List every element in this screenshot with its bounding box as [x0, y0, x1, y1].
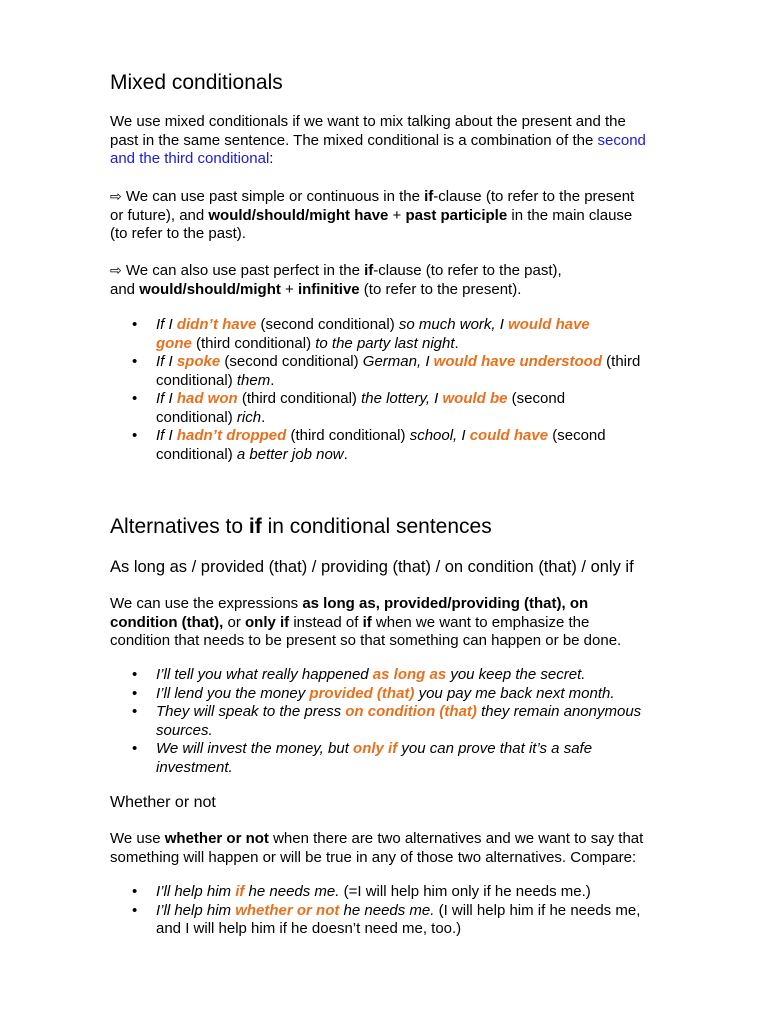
text: -clause (to refer to the past), [373, 262, 562, 279]
text-line [110, 113, 730, 132]
text: school, I [409, 427, 470, 444]
text: (I will help him if he needs me, [434, 901, 641, 919]
list-item [110, 353, 730, 390]
text-line [110, 614, 730, 633]
keyword: provided (that) [309, 684, 415, 702]
whether-intro-paragraph [110, 830, 730, 867]
keyword: would have [508, 316, 590, 333]
text-line [110, 849, 730, 868]
text-line [110, 261, 730, 281]
text: . [454, 334, 459, 352]
text: We use [110, 830, 165, 847]
text: so much work, I [398, 316, 509, 333]
list-item [110, 740, 730, 777]
text: sources. [156, 721, 213, 739]
keyword: gone [156, 334, 192, 352]
text: + [280, 280, 298, 298]
bold-text: as long as, provided/providing (that), on [302, 595, 589, 612]
text: condition that needs to be present so that something can happen or be done. [110, 632, 622, 649]
subheading-text: As long as / provided (that) / providing (that) / on condition (that) / only if [110, 558, 634, 576]
text: (third conditional) [286, 427, 410, 444]
text: conditional) [156, 371, 237, 389]
arrow-right-icon: ⇨ [110, 262, 122, 278]
text: We can use the expressions [110, 595, 303, 612]
keyword: on condition (that) [345, 703, 477, 720]
text: instead of [289, 613, 363, 631]
text: (=I will help him only if he needs me.) [339, 883, 591, 900]
list-item [110, 390, 730, 427]
keyword: would be [442, 390, 508, 407]
text: (second conditional) [256, 316, 399, 333]
text: If I [156, 427, 177, 444]
text: to the party last night [315, 334, 455, 352]
text-line [110, 281, 730, 300]
bold-text: would/should/might [139, 280, 281, 298]
section-heading-alternatives [110, 514, 492, 540]
text: (third conditional) [191, 334, 316, 352]
bold-text: whether or not [164, 830, 269, 847]
whether-examples-list [110, 883, 730, 939]
alternatives-intro-paragraph [110, 595, 730, 651]
keyword: spoke [176, 353, 221, 370]
text-line [110, 830, 730, 849]
text: the lottery, I [361, 390, 443, 407]
text: Alternatives to [110, 515, 249, 538]
text: in conditional sentences [261, 515, 492, 538]
text-line [110, 632, 730, 651]
text: + [388, 206, 406, 224]
text: something will happen or will be true in any of those two alternatives. Compare: [110, 848, 637, 866]
link-second-third-conditional[interactable]: second [597, 131, 646, 149]
arrow-right-icon: ⇨ [110, 188, 122, 204]
keyword: hadn’t dropped [176, 427, 287, 444]
text: . [261, 408, 266, 426]
text: (to refer to the present). [359, 280, 522, 298]
rule-paragraph-2 [110, 261, 730, 299]
text: We will invest the money, but [156, 740, 354, 757]
text: past in the same sentence. The mixed conditional is a combination of the [110, 131, 598, 149]
list-item [110, 666, 730, 685]
text: We can also use past perfect in the [121, 262, 365, 279]
bullet-icon: • [132, 901, 138, 919]
text-line [110, 595, 730, 614]
bold-text: only if [245, 613, 290, 631]
bold-text: condition (that), [110, 613, 224, 631]
subheading-whether-or-not [110, 793, 216, 813]
text: -clause (to refer to the present [433, 188, 635, 205]
bold-text: if [248, 515, 262, 538]
list-item [110, 427, 730, 464]
text: . [270, 371, 275, 389]
bullet-icon: • [132, 390, 138, 407]
text: or future), and [110, 206, 209, 224]
text: and I will help him if he doesn’t need me, too.) [156, 920, 462, 937]
text-line [110, 207, 730, 226]
text: (second conditional) [220, 353, 363, 370]
keyword: as long as [372, 666, 447, 683]
keyword: only if [353, 740, 398, 757]
keyword: could have [469, 427, 549, 444]
list-item [110, 316, 730, 353]
text: you can prove that it’s a safe [397, 740, 593, 757]
text: conditional) [156, 445, 237, 463]
text: I’ll help him [156, 901, 236, 919]
bullet-icon: • [132, 353, 138, 370]
text: If I [156, 353, 177, 370]
text: I’ll tell you what really happened [156, 666, 373, 683]
text: I’ll lend you the money [156, 684, 310, 702]
text: (third [602, 353, 641, 370]
heading-alternatives-to-if [110, 514, 492, 540]
heading-mixed-conditionals: Mixed conditionals [110, 71, 283, 94]
list-item [110, 703, 730, 740]
bold-text: if [424, 188, 434, 205]
text: a better job now [236, 445, 344, 463]
text: they remain anonymous [476, 703, 642, 720]
text-line [110, 132, 730, 151]
text-line [110, 150, 730, 169]
text-line [110, 225, 730, 244]
section-heading-mixed [110, 70, 283, 96]
keyword: if [235, 883, 245, 900]
text-line [110, 187, 730, 207]
text: . [343, 445, 348, 463]
list-item [110, 902, 730, 939]
bold-text: infinitive [297, 280, 360, 298]
keyword: didn’t have [176, 316, 257, 333]
text: he needs me. [339, 901, 435, 919]
text: rich [236, 408, 262, 426]
text: (third conditional) [237, 390, 362, 407]
text: (second [548, 427, 606, 444]
mixed-intro-paragraph [110, 113, 730, 169]
text: We use mixed conditionals if we want to mix talking about the present and the [110, 113, 626, 130]
keyword: had won [176, 390, 238, 407]
text: he needs me. [244, 883, 340, 900]
text: I’ll help him [156, 883, 236, 900]
text: If I [156, 390, 177, 407]
bullet-icon: • [132, 666, 138, 683]
mixed-examples-list [110, 316, 730, 464]
text: : [269, 150, 274, 167]
bullet-icon: • [132, 684, 138, 702]
text: when there are two alternatives and we want to say that [268, 830, 644, 847]
alternatives-examples-list [110, 666, 730, 777]
text: investment. [156, 758, 233, 776]
text: We can use past simple or continuous in the [121, 188, 425, 205]
list-item [110, 685, 730, 704]
text: them [236, 371, 271, 389]
text: when we want to emphasize the [371, 613, 590, 631]
text: conditional) [156, 408, 237, 426]
subheading-as-long-as [110, 557, 634, 577]
bold-text: if [364, 262, 374, 279]
text: (to refer to the past). [110, 225, 246, 242]
keyword: would have understood [433, 353, 602, 370]
link-second-third-conditional-cont[interactable]: and the third conditional [110, 150, 270, 167]
bullet-icon: • [132, 427, 138, 444]
text: They will speak to the press [156, 703, 346, 720]
list-item [110, 883, 730, 902]
bold-text: if [362, 613, 372, 631]
bold-text: would/should/might have [208, 206, 389, 224]
rule-paragraph-1 [110, 187, 730, 244]
text: (second [507, 390, 566, 407]
bullet-icon: • [132, 740, 138, 757]
bullet-icon: • [132, 703, 138, 720]
text: German, I [362, 353, 434, 370]
subheading-text: Whether or not [110, 794, 216, 811]
bullet-icon: • [132, 883, 138, 900]
text: and [110, 280, 140, 298]
keyword: whether or not [235, 901, 340, 919]
text: If I [156, 316, 177, 333]
bullet-icon: • [132, 316, 138, 333]
text: in the main clause [507, 206, 633, 224]
text: you keep the secret. [446, 666, 586, 683]
bold-text: past participle [405, 206, 508, 224]
text: or [223, 613, 245, 631]
text: you pay me back next month. [414, 684, 615, 702]
